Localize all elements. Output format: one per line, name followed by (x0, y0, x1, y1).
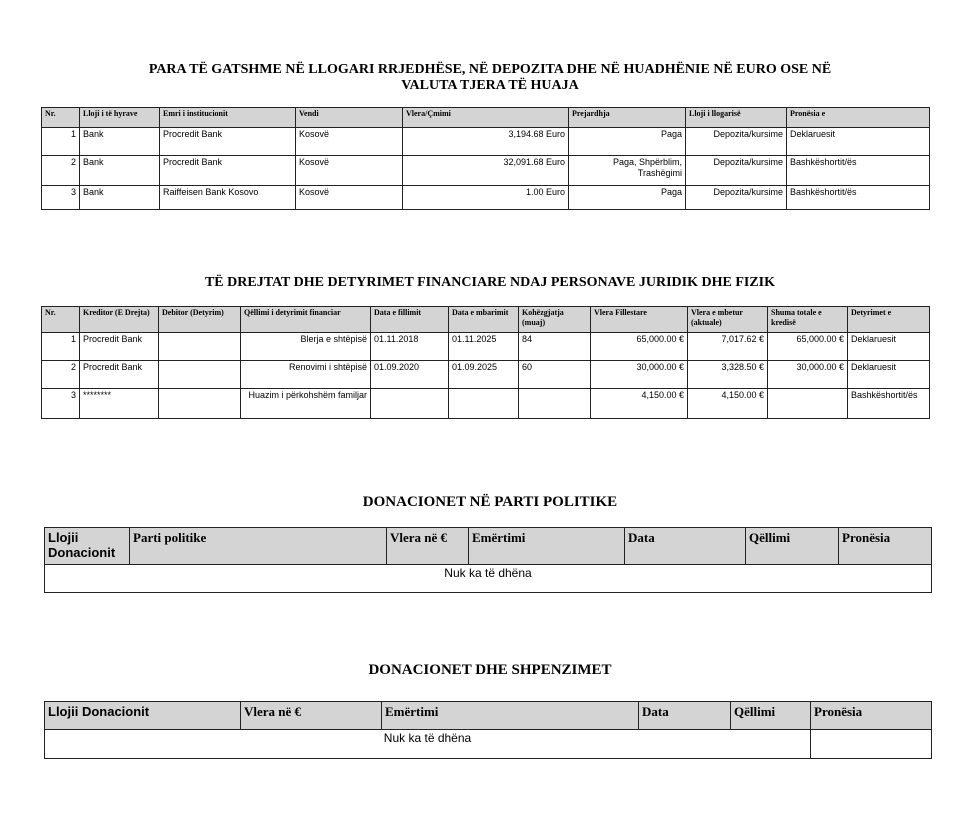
cell-account: Depozita/kursime (686, 156, 787, 186)
col-header: Vlera Fillestare (591, 307, 688, 333)
col-header: Qëllimi (746, 528, 839, 565)
col-header: Emërtimi (469, 528, 625, 565)
cell-initial: 30,000.00 € (591, 361, 688, 389)
col-header: Qëllimi (731, 702, 811, 730)
table-row (45, 730, 932, 759)
cell-total (768, 389, 848, 419)
table-row (42, 389, 930, 419)
col-header: Vendi (296, 108, 403, 128)
cell-start (371, 389, 449, 419)
cell-debtor (159, 361, 241, 389)
col-header: Pronësia (839, 528, 932, 565)
party-donations-table (44, 527, 932, 593)
table-row (42, 186, 930, 210)
cell-ownership: Bashkëshortit/ës (787, 156, 930, 186)
col-header: Data e mbarimit (449, 307, 519, 333)
col-header: Llojii Donacionit (45, 528, 130, 565)
cell-obligation: Deklaruesit (848, 361, 930, 389)
col-header: Shuma totale e kredisë (768, 307, 848, 333)
cell-end: 01.11.2025 (449, 333, 519, 361)
table-row (42, 361, 930, 389)
donations-expenses-header-row (45, 702, 932, 730)
cell-start: 01.09.2020 (371, 361, 449, 389)
col-header: Pronësia (811, 702, 932, 730)
table-row (42, 128, 930, 156)
cell-institution: Procredit Bank (160, 128, 296, 156)
cell-origin: Paga (569, 128, 686, 156)
empty-message: Nuk ka të dhëna (45, 730, 811, 759)
col-header: Qëllimi i detyrimit financiar (241, 307, 371, 333)
table-row (42, 333, 930, 361)
section1-title (0, 62, 980, 94)
cell-origin: Paga, Shpërblim, Trashëgimi (569, 156, 686, 186)
cell-initial: 65,000.00 € (591, 333, 688, 361)
cell-ownership: Bashkëshortit/ës (787, 186, 930, 210)
accounts-header-row (42, 108, 930, 128)
cell-obligation: Deklaruesit (848, 333, 930, 361)
cell-total: 65,000.00 € (768, 333, 848, 361)
donations-expenses-table (44, 701, 932, 759)
cell-creditor: ******** (80, 389, 159, 419)
cell-purpose: Huazim i përkohshëm familjar (241, 389, 371, 419)
col-header: Data (639, 702, 731, 730)
cell-account: Depozita/kursime (686, 128, 787, 156)
cell-nr: 2 (42, 156, 80, 186)
col-header: Emri i institucionit (160, 108, 296, 128)
cell-obligation: Bashkëshortit/ës (848, 389, 930, 419)
cell-remaining: 7,017.62 € (688, 333, 768, 361)
cell-account: Depozita/kursime (686, 186, 787, 210)
cell-value: 3,194.68 Euro (403, 128, 569, 156)
col-header: Parti politike (130, 528, 387, 565)
col-header: Prejardhja (569, 108, 686, 128)
cell-country: Kosovë (296, 186, 403, 210)
cell-purpose: Renovimi i shtëpisë (241, 361, 371, 389)
cell-remaining: 4,150.00 € (688, 389, 768, 419)
cell-end: 01.09.2025 (449, 361, 519, 389)
col-header: Pronësia e (787, 108, 930, 128)
empty-cell (811, 730, 932, 759)
cell-duration (519, 389, 591, 419)
cell-remaining: 3,328.50 € (688, 361, 768, 389)
cell-country: Kosovë (296, 156, 403, 186)
cell-origin: Paga (569, 186, 686, 210)
liabilities-table (41, 306, 930, 419)
table-row (42, 156, 930, 186)
cell-nr: 1 (42, 128, 80, 156)
col-header: Lloji i të hyrave (80, 108, 160, 128)
cell-duration: 60 (519, 361, 591, 389)
cell-end (449, 389, 519, 419)
col-header: Detyrimet e (848, 307, 930, 333)
col-header: Nr. (42, 307, 80, 333)
cell-start: 01.11.2018 (371, 333, 449, 361)
col-header: Vlera në € (241, 702, 382, 730)
cell-debtor (159, 389, 241, 419)
col-header: Data e fillimit (371, 307, 449, 333)
cell-nr: 3 (42, 186, 80, 210)
col-header: Kreditor (E Drejta) (80, 307, 159, 333)
section1-title-line2: VALUTA TJERA TË HUAJA (401, 78, 579, 93)
cell-value: 1.00 Euro (403, 186, 569, 210)
col-header: Nr. (42, 108, 80, 128)
accounts-table (41, 107, 930, 210)
cell-value: 32,091.68 Euro (403, 156, 569, 186)
table-row (45, 565, 932, 593)
section1-title-line1: PARA TË GATSHME NË LLOGARI RRJEDHËSE, NË DEPOZITA DHE NË HUADHËNIE NË EURO OSE NË (148, 62, 832, 77)
cell-debtor (159, 333, 241, 361)
col-header: Vlera në € (387, 528, 469, 565)
cell-type: Bank (80, 186, 160, 210)
cell-type: Bank (80, 128, 160, 156)
cell-nr: 1 (42, 333, 80, 361)
col-header: Vlera e mbetur (aktuale) (688, 307, 768, 333)
cell-creditor: Procredit Bank (80, 333, 159, 361)
col-header: Debitor (Detyrim) (159, 307, 241, 333)
party-donations-header-row (45, 528, 932, 565)
col-header: Data (625, 528, 746, 565)
cell-purpose: Blerja e shtëpisë (241, 333, 371, 361)
col-header: Kohëzgjatja (muaj) (519, 307, 591, 333)
section2-title: TË DREJTAT DHE DETYRIMET FINANCIARE NDAJ PERSONAVE JURIDIK DHE FIZIK (204, 275, 776, 290)
cell-type: Bank (80, 156, 160, 186)
col-header: Emërtimi (382, 702, 639, 730)
cell-creditor: Procredit Bank (80, 361, 159, 389)
liabilities-header-row (42, 307, 930, 333)
col-header: Llojii Donacionit (45, 702, 241, 730)
cell-ownership: Deklaruesit (787, 128, 930, 156)
section3-title: DONACIONET NË PARTI POLITIKE (362, 494, 618, 510)
cell-institution: Procredit Bank (160, 156, 296, 186)
cell-nr: 3 (42, 389, 80, 419)
cell-duration: 84 (519, 333, 591, 361)
col-header: Lloji i llogarisë (686, 108, 787, 128)
empty-message: Nuk ka të dhëna (45, 565, 932, 593)
col-header: Vlera/Çmimi (403, 108, 569, 128)
section4-title: DONACIONET DHE SHPENZIMET (368, 662, 612, 678)
cell-country: Kosovë (296, 128, 403, 156)
cell-total: 30,000.00 € (768, 361, 848, 389)
cell-institution: Raiffeisen Bank Kosovo (160, 186, 296, 210)
cell-initial: 4,150.00 € (591, 389, 688, 419)
cell-nr: 2 (42, 361, 80, 389)
